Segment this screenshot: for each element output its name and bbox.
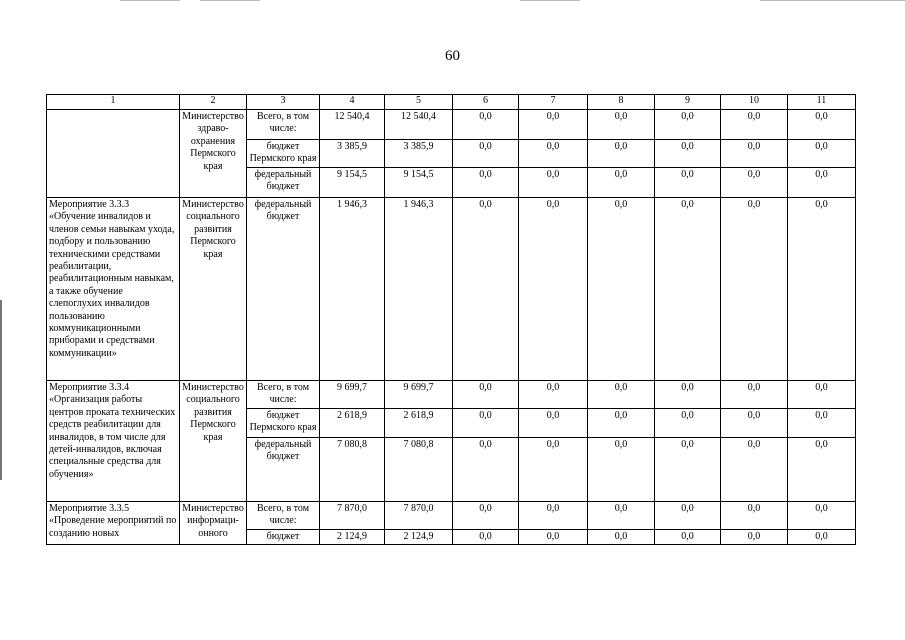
- amount-cell: 0,0: [721, 409, 788, 438]
- scan-top-rule: [520, 0, 580, 1]
- amount-cell: 0,0: [519, 409, 588, 438]
- column-number: 5: [385, 95, 453, 110]
- scan-top-rule: [120, 0, 180, 1]
- amount-cell: 0,0: [788, 168, 856, 198]
- amount-cell: 0,0: [788, 409, 856, 438]
- amount-cell: 1 946,3: [385, 198, 453, 381]
- amount-cell: 0,0: [453, 168, 519, 198]
- amount-cell: 0,0: [588, 502, 655, 530]
- amount-cell: 0,0: [588, 529, 655, 544]
- amount-cell: 0,0: [655, 409, 721, 438]
- responsible-organization: Министерство социального развития Пермского края: [180, 381, 247, 502]
- amount-cell: 0,0: [519, 502, 588, 530]
- amount-cell: 0,0: [788, 110, 856, 140]
- amount-cell: 0,0: [588, 438, 655, 502]
- amount-cell: 0,0: [788, 529, 856, 544]
- responsible-organization: Министерство информаци-онного: [180, 502, 247, 545]
- funding-source: Всего, в том числе:: [247, 502, 320, 530]
- amount-cell: 0,0: [721, 168, 788, 198]
- column-number: 7: [519, 95, 588, 110]
- amount-cell: 0,0: [655, 110, 721, 140]
- activity-description: Мероприятие 3.3.5 «Проведение мероприятий по созданию новых: [47, 502, 180, 545]
- amount-cell: 0,0: [655, 168, 721, 198]
- table-row: [47, 198, 856, 381]
- amount-cell: 0,0: [788, 502, 856, 530]
- amount-cell: 0,0: [721, 110, 788, 140]
- amount-cell: 0,0: [453, 198, 519, 381]
- column-number: 9: [655, 95, 721, 110]
- funding-source: федеральный бюджет: [247, 438, 320, 502]
- table-row: [47, 381, 856, 409]
- amount-cell: 0,0: [453, 110, 519, 140]
- amount-cell: 0,0: [519, 168, 588, 198]
- amount-cell: 9 699,7: [320, 381, 385, 409]
- amount-cell: 0,0: [519, 140, 588, 168]
- amount-cell: 0,0: [588, 110, 655, 140]
- amount-cell: 0,0: [655, 438, 721, 502]
- activity-description: Мероприятие 3.3.4 «Организация работы центров проката технических средств реабилитации для инвалидов, в том числе для детей-инвалидов, включая специальные средства для обучения»: [47, 381, 180, 502]
- amount-cell: 0,0: [721, 198, 788, 381]
- column-number: 2: [180, 95, 247, 110]
- amount-cell: 7 870,0: [385, 502, 453, 530]
- amount-cell: 0,0: [519, 438, 588, 502]
- scan-top-rule: [200, 0, 260, 1]
- column-number: 1: [47, 95, 180, 110]
- funding-source: федеральный бюджет: [247, 168, 320, 198]
- funding-source: бюджет Пермского края: [247, 409, 320, 438]
- amount-cell: 0,0: [655, 502, 721, 530]
- responsible-organization: Министерство здраво-охранения Пермского края: [180, 110, 247, 198]
- amount-cell: 0,0: [588, 409, 655, 438]
- amount-cell: 0,0: [519, 529, 588, 544]
- amount-cell: 0,0: [453, 438, 519, 502]
- amount-cell: 0,0: [788, 381, 856, 409]
- amount-cell: 0,0: [519, 381, 588, 409]
- amount-cell: 0,0: [788, 198, 856, 381]
- amount-cell: 0,0: [721, 502, 788, 530]
- amount-cell: 0,0: [721, 529, 788, 544]
- amount-cell: 0,0: [655, 529, 721, 544]
- amount-cell: 7 080,8: [385, 438, 453, 502]
- amount-cell: 3 385,9: [385, 140, 453, 168]
- amount-cell: 0,0: [588, 140, 655, 168]
- funding-source: Всего, в том числе:: [247, 110, 320, 140]
- amount-cell: 0,0: [655, 140, 721, 168]
- amount-cell: 0,0: [788, 438, 856, 502]
- amount-cell: 0,0: [453, 381, 519, 409]
- amount-cell: 0,0: [788, 140, 856, 168]
- amount-cell: 9 154,5: [320, 168, 385, 198]
- amount-cell: 2 618,9: [385, 409, 453, 438]
- amount-cell: 0,0: [519, 198, 588, 381]
- amount-cell: 0,0: [655, 198, 721, 381]
- amount-cell: 9 154,5: [385, 168, 453, 198]
- amount-cell: 3 385,9: [320, 140, 385, 168]
- amount-cell: 0,0: [721, 140, 788, 168]
- amount-cell: 0,0: [721, 381, 788, 409]
- amount-cell: 2 124,9: [385, 529, 453, 544]
- amount-cell: 12 540,4: [320, 110, 385, 140]
- amount-cell: 0,0: [453, 140, 519, 168]
- budget-table: [46, 94, 856, 545]
- amount-cell: 0,0: [588, 198, 655, 381]
- table-row: [47, 502, 856, 530]
- column-number: 10: [721, 95, 788, 110]
- column-number: 6: [453, 95, 519, 110]
- amount-cell: 0,0: [453, 409, 519, 438]
- column-number: 4: [320, 95, 385, 110]
- scan-margin-mark: [0, 300, 2, 480]
- funding-source: бюджет: [247, 529, 320, 544]
- amount-cell: 0,0: [655, 381, 721, 409]
- amount-cell: 1 946,3: [320, 198, 385, 381]
- funding-source: федеральный бюджет: [247, 198, 320, 381]
- amount-cell: 0,0: [519, 110, 588, 140]
- amount-cell: 7 080,8: [320, 438, 385, 502]
- column-number-row: [47, 95, 856, 110]
- amount-cell: 9 699,7: [385, 381, 453, 409]
- amount-cell: 0,0: [588, 381, 655, 409]
- funding-source: Всего, в том числе:: [247, 381, 320, 409]
- amount-cell: 0,0: [453, 502, 519, 530]
- amount-cell: 7 870,0: [320, 502, 385, 530]
- column-number: 11: [788, 95, 856, 110]
- funding-source: бюджет Пермского края: [247, 140, 320, 168]
- amount-cell: 0,0: [453, 529, 519, 544]
- amount-cell: 2 124,9: [320, 529, 385, 544]
- activity-description: [47, 110, 180, 198]
- column-number: 3: [247, 95, 320, 110]
- scan-top-rule: [760, 0, 905, 1]
- amount-cell: 0,0: [721, 438, 788, 502]
- amount-cell: 0,0: [588, 168, 655, 198]
- amount-cell: 2 618,9: [320, 409, 385, 438]
- responsible-organization: Министерство социального развития Пермского края: [180, 198, 247, 381]
- amount-cell: 12 540,4: [385, 110, 453, 140]
- column-number: 8: [588, 95, 655, 110]
- page-number: 60: [445, 48, 460, 64]
- table-row: [47, 110, 856, 140]
- activity-description: Мероприятие 3.3.3 «Обучение инвалидов и членов семьи навыкам ухода, подбору и пользованию техническими средствами реабилитации, реабилитационным навыкам, а также обучение слепоглухих инвалидов пользованию коммуникационными приборами и средствами коммуникации»: [47, 198, 180, 381]
